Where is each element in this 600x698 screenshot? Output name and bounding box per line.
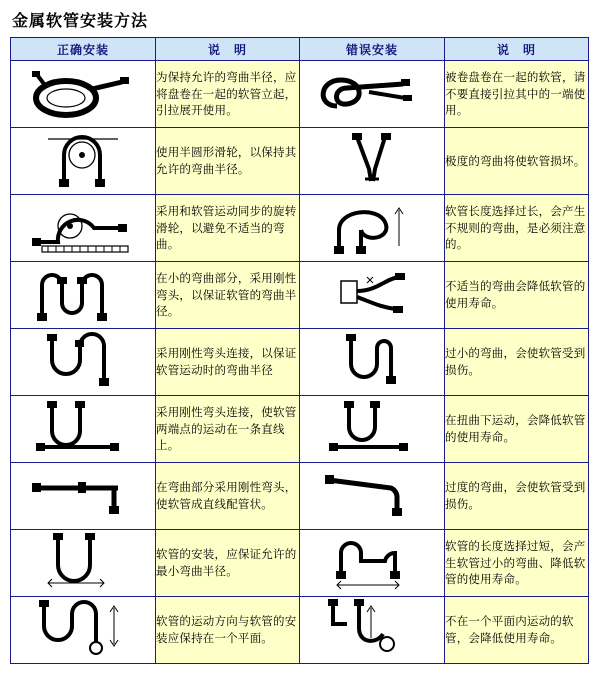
figure-cell-correct <box>11 195 156 262</box>
improper-sharp-bend-figure <box>300 263 444 327</box>
figure-cell-correct <box>11 262 156 329</box>
figure-cell-wrong <box>300 396 445 463</box>
description-correct: 为保持允许的弯曲半径，应将盘卷在一起的软管立起，引拉展开使用。 <box>156 61 300 128</box>
rigid-elbow-u-loop-figure <box>11 330 155 394</box>
description-wrong: 软管的长度选择过短，会产生软管过小的弯曲、降低软管的使用寿命。 <box>445 530 589 597</box>
description-correct: 采用刚性弯头连接，以保证软管运动时的弯曲半径 <box>156 329 300 396</box>
page-title: 金属软管安装方法 <box>12 11 149 30</box>
figure-cell-correct <box>11 530 156 597</box>
table-row <box>11 530 589 597</box>
table-header-row <box>11 38 589 61</box>
description-correct: 软管的运动方向与软管的安装应保持在一个平面。 <box>156 597 300 664</box>
table-row <box>11 61 589 128</box>
description-correct: 采用和软管运动同步的旋转滑轮，以避免不适当的弯曲。 <box>156 195 300 262</box>
rigid-elbow-straight-piping-figure <box>11 464 155 528</box>
header-wrong-description: 说 明 <box>445 38 589 61</box>
header-correct-description: 说 明 <box>156 38 300 61</box>
description-wrong: 过度的弯曲，会使软管受到损伤。 <box>445 463 589 530</box>
description-wrong: 在扭曲下运动，会降低软管的使用寿命。 <box>445 396 589 463</box>
figure-cell-correct <box>11 463 156 530</box>
figure-cell-correct <box>11 329 156 396</box>
motion-out-of-plane-figure <box>300 598 444 662</box>
description-correct: 采用刚性弯头连接，使软管两端点的运动在一条直线上。 <box>156 396 300 463</box>
description-correct: 软管的安装，应保证允许的最小弯曲半径。 <box>156 530 300 597</box>
rotating-sheave-with-chain-figure <box>11 196 155 260</box>
description-wrong: 被卷盘卷在一起的软管，请不要直接引拉其中的一端使用。 <box>445 61 589 128</box>
figure-cell-wrong <box>300 262 445 329</box>
figure-cell-correct <box>11 61 156 128</box>
too-small-bend-radius-figure <box>300 330 444 394</box>
figure-cell-correct <box>11 396 156 463</box>
excess-length-irregular-bend-figure <box>300 196 444 260</box>
installation-methods-table <box>10 37 589 664</box>
table-row <box>11 195 589 262</box>
coiled-hose-pulled-from-middle-figure <box>300 62 444 126</box>
table-row <box>11 329 589 396</box>
too-long-hose-small-bend-figure <box>300 531 444 595</box>
table-row <box>11 128 589 195</box>
figure-cell-wrong <box>300 329 445 396</box>
header-correct-install: 正确安装 <box>11 38 156 61</box>
description-wrong: 软管长度选择过长，会产生不规则的弯曲，是必须注意的。 <box>445 195 589 262</box>
figure-cell-wrong <box>300 128 445 195</box>
figure-cell-correct <box>11 597 156 664</box>
twisting-motion-u-bend-figure <box>300 397 444 461</box>
figure-cell-correct <box>11 128 156 195</box>
table-row <box>11 262 589 329</box>
figure-cell-wrong <box>300 530 445 597</box>
semicircular-sheave-bend-figure <box>11 129 155 193</box>
description-correct: 在小的弯曲部分，采用刚性弯头，以保证软管的弯曲半径。 <box>156 262 300 329</box>
description-correct: 使用半圆形滑轮，以保持其允许的弯曲半径。 <box>156 128 300 195</box>
rigid-elbow-small-bend-figure <box>11 263 155 327</box>
motion-in-same-plane-figure <box>11 598 155 662</box>
excessive-bend-right-angle-figure <box>300 464 444 528</box>
rigid-elbow-straight-line-ends-figure <box>11 397 155 461</box>
figure-cell-wrong <box>300 597 445 664</box>
sharp-kinked-bend-figure <box>300 129 444 193</box>
table-row <box>11 396 589 463</box>
figure-cell-wrong <box>300 463 445 530</box>
figure-cell-wrong <box>300 195 445 262</box>
coiled-hose-standing-upright-figure <box>11 62 155 126</box>
description-correct: 在弯曲部分采用刚性弯头，使软管成直线配管状。 <box>156 463 300 530</box>
header-wrong-install: 错误安装 <box>300 38 445 61</box>
figure-cell-wrong <box>300 61 445 128</box>
description-wrong: 过小的弯曲，会使软管受到损伤。 <box>445 329 589 396</box>
minimum-bend-radius-install-figure <box>11 531 155 595</box>
table-row <box>11 463 589 530</box>
description-wrong: 不适当的弯曲会降低软管的使用寿命。 <box>445 262 589 329</box>
description-wrong: 极度的弯曲将使软管损坏。 <box>445 128 589 195</box>
description-wrong: 不在一个平面内运动的软管，会降低使用寿命。 <box>445 597 589 664</box>
table-row <box>11 597 589 664</box>
